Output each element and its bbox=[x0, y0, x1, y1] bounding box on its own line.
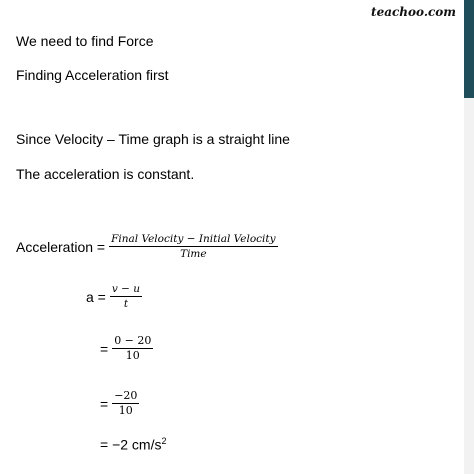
fraction-denominator: 10 bbox=[125, 349, 140, 362]
scrollbar-thumb[interactable] bbox=[464, 0, 474, 98]
result-text: = −2 cm/s bbox=[100, 436, 162, 453]
equation-a bbox=[86, 282, 142, 311]
equation-fraction bbox=[110, 282, 142, 311]
equation-fraction bbox=[112, 389, 139, 418]
watermark-logo: teachoo.com bbox=[371, 5, 456, 19]
equation-label: = bbox=[100, 395, 109, 412]
fraction-numerator: Final Velocity − Initial Velocity bbox=[111, 233, 276, 245]
result-exponent: 2 bbox=[161, 436, 167, 446]
fraction-denominator: Time bbox=[180, 248, 207, 260]
equation-fraction bbox=[112, 334, 153, 363]
acceleration-fraction bbox=[109, 232, 277, 261]
fraction-denominator: t bbox=[123, 298, 129, 310]
acceleration-formula bbox=[16, 232, 278, 261]
text-line-constant: The acceleration is constant. bbox=[16, 166, 195, 182]
equation-substitution bbox=[100, 334, 153, 363]
equation-simplified bbox=[100, 389, 139, 418]
fraction-numerator: v − u bbox=[111, 283, 141, 295]
text-line-straight-line: Since Velocity – Time graph is a straight line bbox=[16, 131, 290, 147]
fraction-numerator: −20 bbox=[114, 389, 138, 402]
equation-result bbox=[100, 436, 166, 453]
equation-label: = bbox=[100, 340, 109, 357]
fraction-denominator: 10 bbox=[118, 404, 133, 417]
text-line-find-force: We need to find Force bbox=[16, 33, 154, 49]
equation-label: a = bbox=[86, 288, 106, 305]
text-line-finding-acceleration: Finding Acceleration first bbox=[16, 67, 169, 83]
fraction-numerator: 0 − 20 bbox=[114, 334, 152, 347]
acceleration-label: Acceleration = bbox=[16, 238, 106, 255]
